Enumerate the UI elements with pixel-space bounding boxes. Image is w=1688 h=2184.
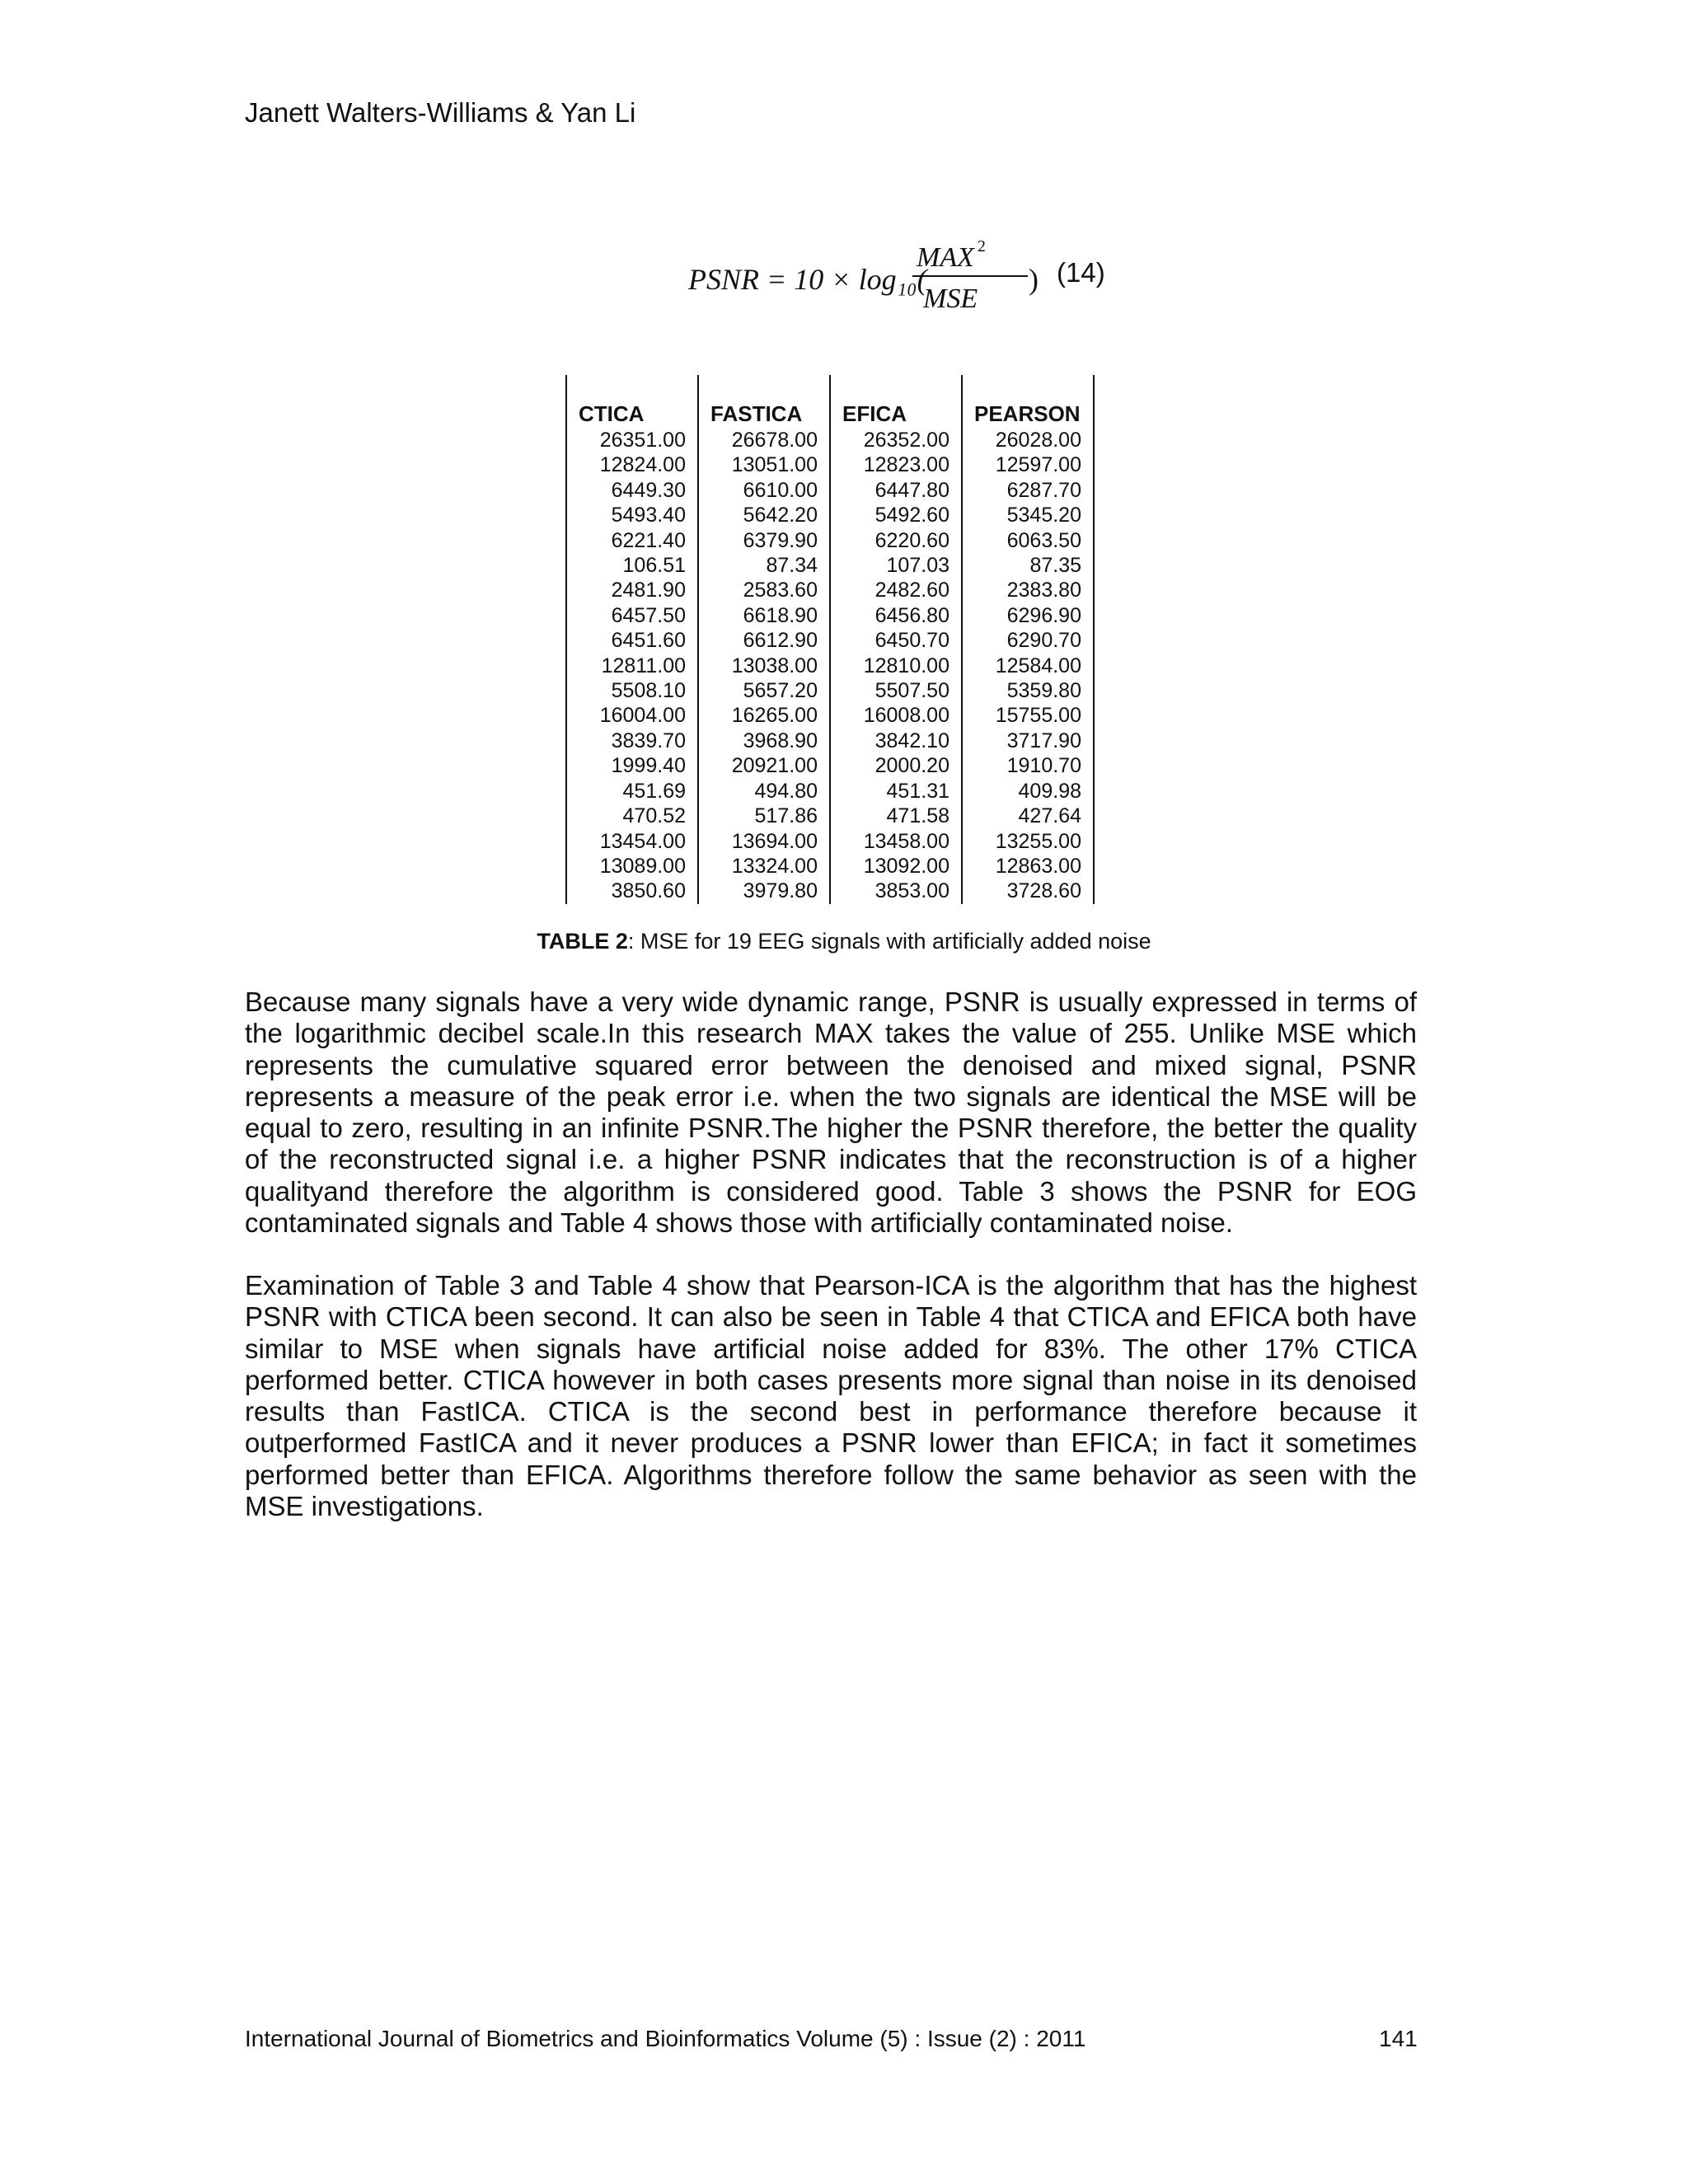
table-row <box>566 703 1094 728</box>
table-cell: 13694.00 <box>698 829 830 854</box>
table-cell: 1999.40 <box>566 753 698 778</box>
table-cell: 2481.90 <box>566 578 698 602</box>
table-cell: 13454.00 <box>566 829 698 854</box>
fraction-bar <box>912 275 1028 277</box>
table-row <box>566 804 1094 828</box>
table-cell: 12597.00 <box>962 452 1094 477</box>
table-cell: 5345.20 <box>962 503 1094 527</box>
mse-table-container <box>565 375 1095 904</box>
table-header-row <box>566 375 1094 428</box>
table-cell: 6447.80 <box>830 478 962 503</box>
table-row <box>566 428 1094 452</box>
table-cell: 15755.00 <box>962 703 1094 728</box>
table-row <box>566 528 1094 553</box>
table-cell: 13038.00 <box>698 654 830 678</box>
table-cell: 427.64 <box>962 804 1094 828</box>
psnr-equation <box>688 237 1117 336</box>
table-row <box>566 478 1094 503</box>
table-cell: 5507.50 <box>830 678 962 703</box>
table-cell: 451.69 <box>566 779 698 804</box>
table-row <box>566 603 1094 628</box>
table-cell: 12823.00 <box>830 452 962 477</box>
table-row <box>566 753 1094 778</box>
table-cell: 6221.40 <box>566 528 698 553</box>
table-cell: 12584.00 <box>962 654 1094 678</box>
table-cell: 12824.00 <box>566 452 698 477</box>
footer-page-number: 141 <box>1379 2026 1418 2051</box>
table-cell: 13458.00 <box>830 829 962 854</box>
table-cell: 3842.10 <box>830 729 962 753</box>
table-row <box>566 779 1094 804</box>
table-cell: 6287.70 <box>962 478 1094 503</box>
table-cell: 3968.90 <box>698 729 830 753</box>
table-cell: 2482.60 <box>830 578 962 602</box>
table-caption <box>0 929 1688 954</box>
table-cell: 494.80 <box>698 779 830 804</box>
table-caption-label: TABLE 2 <box>537 929 628 954</box>
table-cell: 26028.00 <box>962 428 1094 452</box>
table-cell: 2383.80 <box>962 578 1094 602</box>
table-cell: 106.51 <box>566 553 698 578</box>
table-cell: 5359.80 <box>962 678 1094 703</box>
equation-denominator: MSE <box>923 284 978 314</box>
column-header-ctica: CTICA <box>566 375 698 428</box>
table-row <box>566 829 1094 854</box>
column-header-fastica: FASTICA <box>698 375 830 428</box>
table-cell: 13324.00 <box>698 854 830 879</box>
table-row <box>566 678 1094 703</box>
table-row <box>566 729 1094 753</box>
table-cell: 2583.60 <box>698 578 830 602</box>
table-row <box>566 879 1094 903</box>
equation-numerator <box>917 237 986 274</box>
equation-number: (14) <box>1057 257 1105 288</box>
table-cell: 12811.00 <box>566 654 698 678</box>
table-row <box>566 452 1094 477</box>
footer-journal: International Journal of Biometrics and Bioinformatics Volume (5) : Issue (2) : 2011 <box>245 2026 1086 2051</box>
table-cell: 87.34 <box>698 553 830 578</box>
mse-table <box>565 375 1095 904</box>
table-caption-text: : MSE for 19 EEG signals with artificially added noise <box>627 929 1151 954</box>
table-cell: 3728.60 <box>962 879 1094 903</box>
table-cell: 6457.50 <box>566 603 698 628</box>
table-cell: 107.03 <box>830 553 962 578</box>
table-cell: 6296.90 <box>962 603 1094 628</box>
table-row <box>566 503 1094 527</box>
running-header: Janett Walters-Williams & Yan Li <box>245 97 636 128</box>
table-cell: 409.98 <box>962 779 1094 804</box>
mse-table-body <box>566 428 1094 904</box>
table-cell: 26352.00 <box>830 428 962 452</box>
table-cell: 3717.90 <box>962 729 1094 753</box>
table-cell: 87.35 <box>962 553 1094 578</box>
table-cell: 6451.60 <box>566 628 698 653</box>
table-cell: 20921.00 <box>698 753 830 778</box>
table-cell: 3853.00 <box>830 879 962 903</box>
equation-numerator-text: MAX <box>917 242 974 273</box>
table-cell: 26678.00 <box>698 428 830 452</box>
body-paragraph-2: Examination of Table 3 and Table 4 show that Pearson-ICA is the algorithm that has the highest PSNR with CTICA been second. It can also be seen in Table 4 that CTICA and EFICA both have similar to MSE when signals have artificial noise added for 83%. The other 17% CTICA performed better. CTICA however in both cases presents more signal than noise in its denoised results than FastICA. CTICA is the second best in performance therefore because it outperformed FastICA and it never produces a PSNR lower than EFICA; in fact it sometimes performed better than EFICA. Algorithms therefore follow the same behavior as seen with the MSE investigations. <box>245 1270 1417 1522</box>
table-cell: 3839.70 <box>566 729 698 753</box>
table-row <box>566 553 1094 578</box>
table-cell: 5657.20 <box>698 678 830 703</box>
table-cell: 517.86 <box>698 804 830 828</box>
table-row <box>566 578 1094 602</box>
table-cell: 6379.90 <box>698 528 830 553</box>
table-row <box>566 854 1094 879</box>
table-cell: 6220.60 <box>830 528 962 553</box>
column-header-pearson: PEARSON <box>962 375 1094 428</box>
table-cell: 12810.00 <box>830 654 962 678</box>
table-cell: 5508.10 <box>566 678 698 703</box>
table-cell: 12863.00 <box>962 854 1094 879</box>
equation-close-paren: ) <box>1029 263 1039 296</box>
table-cell: 26351.00 <box>566 428 698 452</box>
table-cell: 13255.00 <box>962 829 1094 854</box>
table-cell: 6618.90 <box>698 603 830 628</box>
table-cell: 16265.00 <box>698 703 830 728</box>
table-cell: 6449.30 <box>566 478 698 503</box>
table-cell: 3979.80 <box>698 879 830 903</box>
table-cell: 2000.20 <box>830 753 962 778</box>
table-cell: 6290.70 <box>962 628 1094 653</box>
table-cell: 6063.50 <box>962 528 1094 553</box>
table-row <box>566 628 1094 653</box>
table-cell: 451.31 <box>830 779 962 804</box>
table-cell: 13051.00 <box>698 452 830 477</box>
table-cell: 5493.40 <box>566 503 698 527</box>
equation-exponent: 2 <box>977 237 986 255</box>
table-cell: 6450.70 <box>830 628 962 653</box>
table-cell: 6456.80 <box>830 603 962 628</box>
table-cell: 1910.70 <box>962 753 1094 778</box>
table-cell: 5642.20 <box>698 503 830 527</box>
table-cell: 470.52 <box>566 804 698 828</box>
table-cell: 13092.00 <box>830 854 962 879</box>
equation-lhs: PSNR = 10 × log₁₀( <box>688 263 927 296</box>
table-cell: 16008.00 <box>830 703 962 728</box>
table-cell: 13089.00 <box>566 854 698 879</box>
table-cell: 5492.60 <box>830 503 962 527</box>
column-header-efica: EFICA <box>830 375 962 428</box>
body-paragraph-1: Because many signals have a very wide dynamic range, PSNR is usually expressed in terms of the logarithmic decibel scale.In this research MAX takes the value of 255. Unlike MSE which represents the cumulative squared error between the denoised and mixed signal, PSNR represents a measure of the peak error i.e. when the two signals are identical the MSE will be equal to zero, resulting in an infinite PSNR.The higher the PSNR therefore, the better the quality of the reconstructed signal i.e. a higher PSNR indicates that the reconstruction is of a higher qualityand therefore the algorithm is considered good. Table 3 shows the PSNR for EOG contaminated signals and Table 4 shows those with artificially contaminated noise. <box>245 987 1417 1239</box>
table-cell: 6610.00 <box>698 478 830 503</box>
table-cell: 6612.90 <box>698 628 830 653</box>
table-row <box>566 654 1094 678</box>
table-cell: 471.58 <box>830 804 962 828</box>
table-cell: 16004.00 <box>566 703 698 728</box>
table-cell: 3850.60 <box>566 879 698 903</box>
